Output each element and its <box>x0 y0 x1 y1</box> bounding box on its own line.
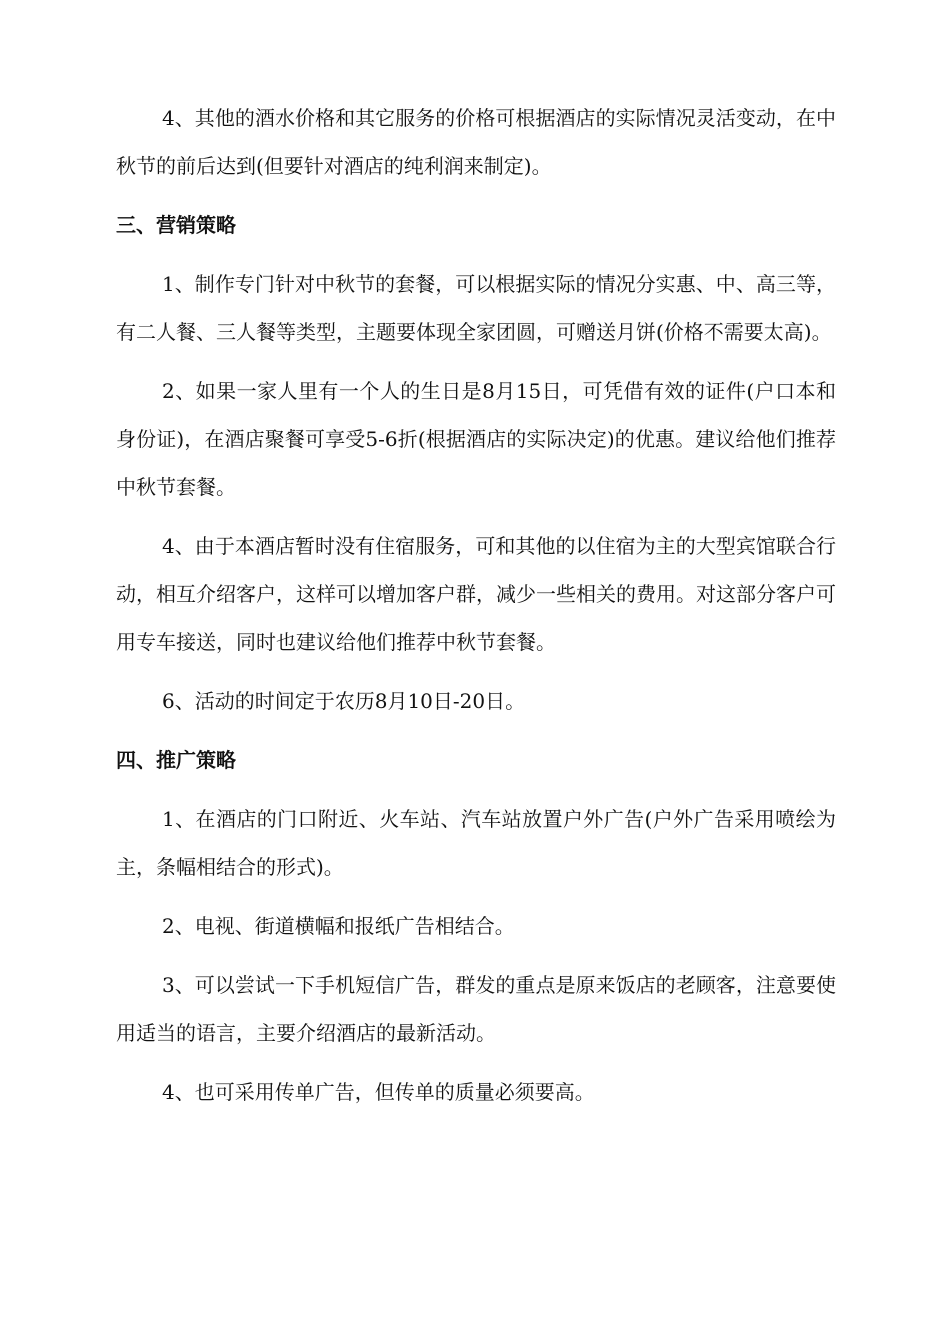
paragraph-media-ads: 2、电视、街道横幅和报纸广告相结合。 <box>162 914 515 938</box>
paragraph-flyer-ads: 4、也可采用传单广告，但传单的质量必须要高。 <box>162 1080 595 1104</box>
paragraph-set-meals: 1、制作专门针对中秋节的套餐，可以根据实际的情况分实惠、中、高三等，有二人餐、三人餐等类型，主题要体现全家团圆，可赠送月饼(价格不需要太高)。 <box>116 272 836 344</box>
paragraph-birthday-discount: 2、如果一家人里有一个人的生日是8月15日，可凭借有效的证件(户口本和身份证)，在酒店聚餐可享受5-6折(根据酒店的实际决定)的优惠。建议给他们推荐中秋节套餐。 <box>116 379 836 499</box>
paragraph-event-dates: 6、活动的时间定于农历8月10日-20日。 <box>162 689 526 713</box>
paragraph-hotel-partnership: 4、由于本酒店暂时没有住宿服务，可和其他的以住宿为主的大型宾馆联合行动，相互介绍客户，这样可以增加客户群，减少一些相关的费用。对这部分客户可用专车接送，同时也建议给他们推荐中秋节套餐。 <box>116 534 836 654</box>
document-body <box>116 94 836 1127</box>
paragraph-drink-pricing: 4、其他的酒水价格和其它服务的价格可根据酒店的实际情况灵活变动，在中秋节的前后达到(但要针对酒店的纯利润来制定)。 <box>116 106 836 178</box>
paragraph-sms-ads: 3、可以尝试一下手机短信广告，群发的重点是原来饭店的老顾客，注意要使用适当的语言，主要介绍酒店的最新活动。 <box>116 973 836 1045</box>
section-heading-promotion-strategy: 四、推广策略 <box>116 748 236 772</box>
paragraph-outdoor-ads: 1、在酒店的门口附近、火车站、汽车站放置户外广告(户外广告采用喷绘为主，条幅相结合的形式)。 <box>116 807 836 879</box>
section-heading-marketing-strategy: 三、营销策略 <box>116 213 236 237</box>
